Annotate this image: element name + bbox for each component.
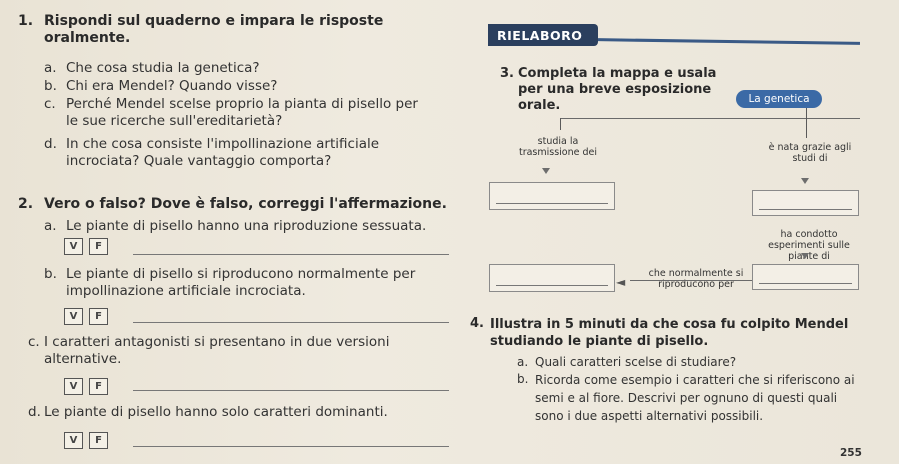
q1-d-text: In che cosa consiste l'impollinazione artificiale incrociata? Quale vantaggio comporta? [66, 136, 380, 169]
q1-a-letter: a. [44, 60, 57, 76]
arrow-down-icon [542, 168, 550, 174]
true-checkbox[interactable]: V [64, 432, 83, 449]
section-banner-label: RIELABORO [497, 28, 583, 43]
arrow-down-icon [801, 178, 809, 184]
q4-b-text: Ricorda come esempio i caratteri che si riferiscono ai semi e al fiore. Descrivi per ognuno di questi quali sono i due aspetti alternativi possibili. [535, 373, 855, 423]
q2-d-letter: d. [28, 404, 41, 420]
q2-number: 2. [18, 196, 34, 212]
q2-b-answer-line[interactable] [133, 322, 449, 323]
false-checkbox[interactable]: F [89, 238, 108, 255]
map-box-riproduzione[interactable] [489, 264, 615, 292]
map-label-right: è nata grazie agli studi di [768, 142, 852, 164]
map-label-bottom: che normalmente si riproducono per [648, 268, 744, 290]
q2-a-answer-line[interactable] [133, 254, 449, 255]
q4-number: 4. [470, 316, 484, 331]
map-connector [560, 118, 860, 119]
q2-d-vf [64, 432, 108, 449]
true-checkbox[interactable]: V [64, 308, 83, 325]
q2-d-text: Le piante di pisello hanno solo caratteri dominanti. [44, 404, 388, 420]
map-connector-right [806, 108, 807, 138]
false-checkbox[interactable]: F [89, 308, 108, 325]
q2-a-letter: a. [44, 218, 57, 234]
q1-c-letter: c. [44, 96, 56, 112]
map-box-trasmissione[interactable] [489, 182, 615, 210]
q4-a-letter: a. [517, 355, 529, 369]
map-connector-bottom [630, 280, 752, 281]
q1-number: 1. [18, 13, 34, 29]
map-label-right-sub: ha condotto esperimenti sulle piante di [768, 229, 850, 262]
q1-title: Rispondi sul quaderno e impara le risposte oralmente. [44, 13, 384, 46]
page-number: 255 [840, 447, 862, 459]
q2-c-letter: c. [28, 334, 40, 350]
q2-b-text: Le piante di pisello si riproducono normalmente per impollinazione artificiale incrociata. [66, 266, 416, 299]
arrow-down-icon [801, 253, 809, 259]
q2-c-answer-line[interactable] [133, 390, 449, 391]
q2-b-letter: b. [44, 266, 57, 282]
map-box-piante[interactable] [752, 264, 859, 290]
arrow-left-icon: ◄ [616, 275, 626, 289]
map-connector-left [560, 118, 561, 130]
q2-d-answer-line[interactable] [133, 446, 449, 447]
map-box-studi[interactable] [752, 190, 859, 216]
q1-b-text: Chi era Mendel? Quando visse? [66, 78, 278, 94]
q1-d-letter: d. [44, 136, 57, 152]
q3-title: Completa la mappa e usala per una breve esposizione orale. [518, 66, 717, 113]
q2-title: Vero o falso? Dove è falso, correggi l'affermazione. [44, 196, 447, 212]
q4-b-letter: b. [517, 372, 529, 386]
q1-b-letter: b. [44, 78, 57, 94]
q2-a-vf [64, 238, 108, 255]
q2-a-text: Le piante di pisello hanno una riproduzione sessuata. [66, 218, 427, 234]
q4-a-text: Quali caratteri scelse di studiare? [535, 355, 737, 369]
q1-a-text: Che cosa studia la genetica? [66, 60, 260, 76]
q4-title: Illustra in 5 minuti da che cosa fu colpito Mendel studiando le piante di pisello. [490, 317, 849, 349]
true-checkbox[interactable]: V [64, 238, 83, 255]
map-label-left: studia la trasmissione dei [518, 136, 598, 158]
q1-c-text: Perché Mendel scelse proprio la pianta di pisello per le sue ricerche sull'ereditarietà? [66, 96, 418, 129]
false-checkbox[interactable]: F [89, 432, 108, 449]
false-checkbox[interactable]: F [89, 378, 108, 395]
true-checkbox[interactable]: V [64, 378, 83, 395]
map-center-node: La genetica [736, 90, 822, 108]
q3-number: 3. [500, 66, 514, 81]
q2-b-vf [64, 308, 108, 325]
q2-c-text: I caratteri antagonisti si presentano in due versioni alternative. [44, 334, 390, 367]
q2-c-vf [64, 378, 108, 395]
section-divider [598, 38, 860, 45]
